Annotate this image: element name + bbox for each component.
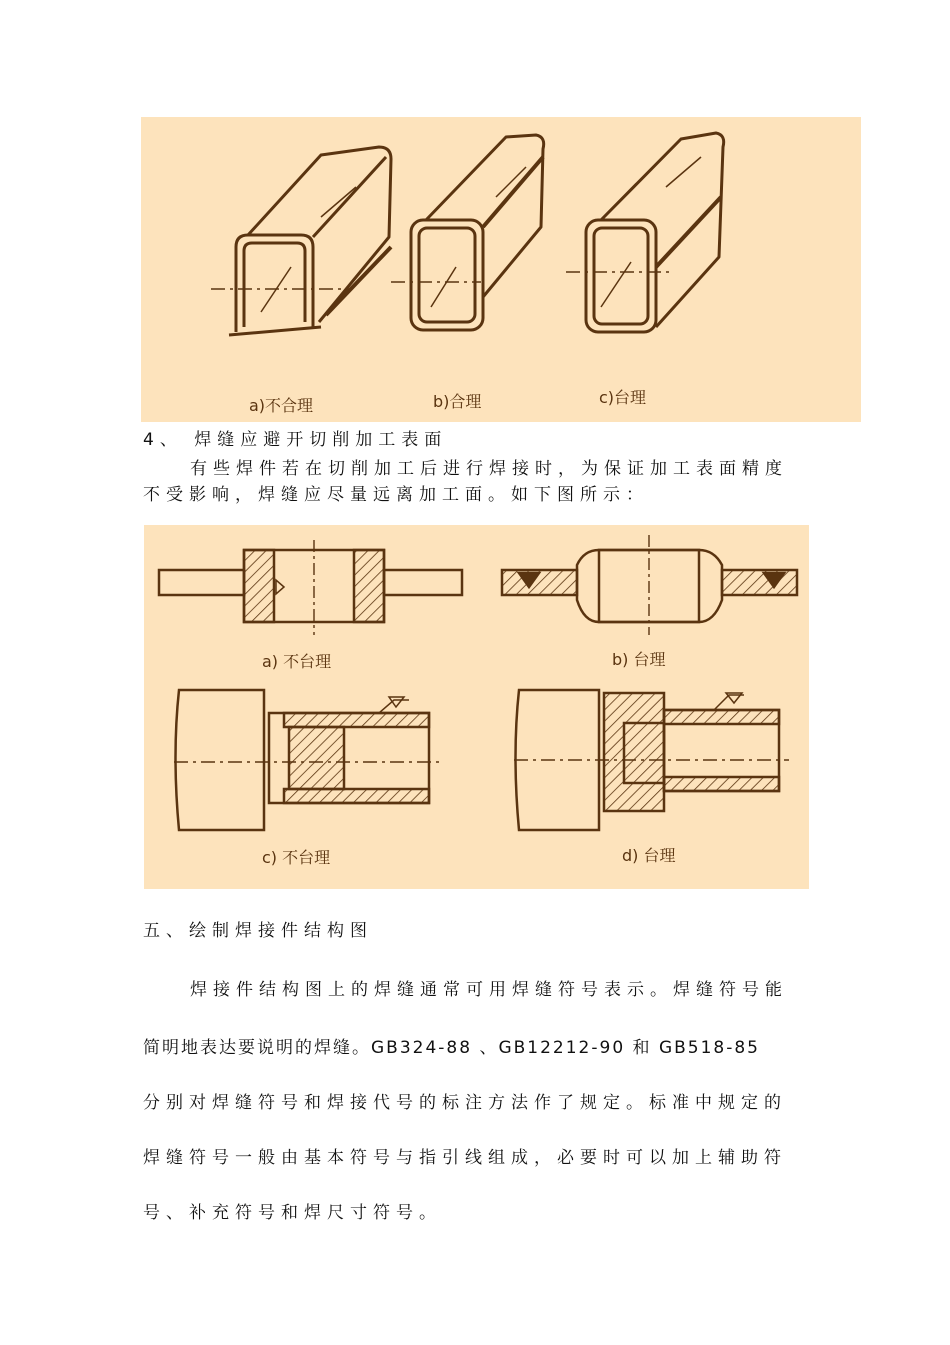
figure2-caption-d: d) 台理 bbox=[622, 846, 676, 865]
figure-tube-welds bbox=[141, 117, 861, 422]
section4-heading: 4、 焊缝应避开切削加工表面 bbox=[143, 430, 448, 450]
figure2-caption-c: c) 不台理 bbox=[262, 848, 331, 867]
figure1-caption-a: a)不合理 bbox=[249, 396, 314, 415]
tube-c bbox=[566, 133, 724, 332]
section5-heading: 五、绘制焊接件结构图 bbox=[143, 921, 373, 941]
section4-paragraph-line2: 不受影响，焊缝应尽量远离加工面。如下图所示： bbox=[143, 485, 649, 505]
diagram-a bbox=[159, 540, 462, 635]
machined-welds-drawing bbox=[144, 525, 809, 889]
section5-line4: 焊缝符号一般由基本符号与指引线组成，必要时可以加上辅助符 bbox=[143, 1148, 787, 1168]
section5-line1: 焊接件结构图上的焊缝通常可用焊缝符号表示。焊缝符号能 bbox=[190, 980, 788, 1000]
figure1-caption-b: b)合理 bbox=[433, 392, 482, 411]
section4-paragraph-line1: 有些焊件若在切削加工后进行焊接时，为保证加工表面精度 bbox=[190, 459, 788, 479]
section5-line3: 分别对焊缝符号和焊接代号的标注方法作了规定。标准中规定的 bbox=[143, 1093, 787, 1113]
diagram-c bbox=[174, 690, 444, 830]
diagram-d bbox=[514, 690, 789, 830]
figure1-caption-c: c)台理 bbox=[599, 388, 647, 407]
diagram-b bbox=[502, 535, 797, 635]
figure-machined-welds bbox=[144, 525, 809, 889]
tube-a bbox=[211, 147, 391, 335]
tube-b bbox=[391, 135, 544, 330]
section5-line2: 简明地表达要说明的焊缝。GB324-88 、GB12212-90 和 GB518-85 bbox=[143, 1038, 760, 1058]
figure2-caption-b: b) 台理 bbox=[612, 650, 666, 669]
section5-line5: 号、补充符号和焊尺寸符号。 bbox=[143, 1203, 442, 1223]
tube-welds-drawing bbox=[141, 117, 861, 422]
figure2-caption-a: a) 不台理 bbox=[262, 652, 332, 671]
